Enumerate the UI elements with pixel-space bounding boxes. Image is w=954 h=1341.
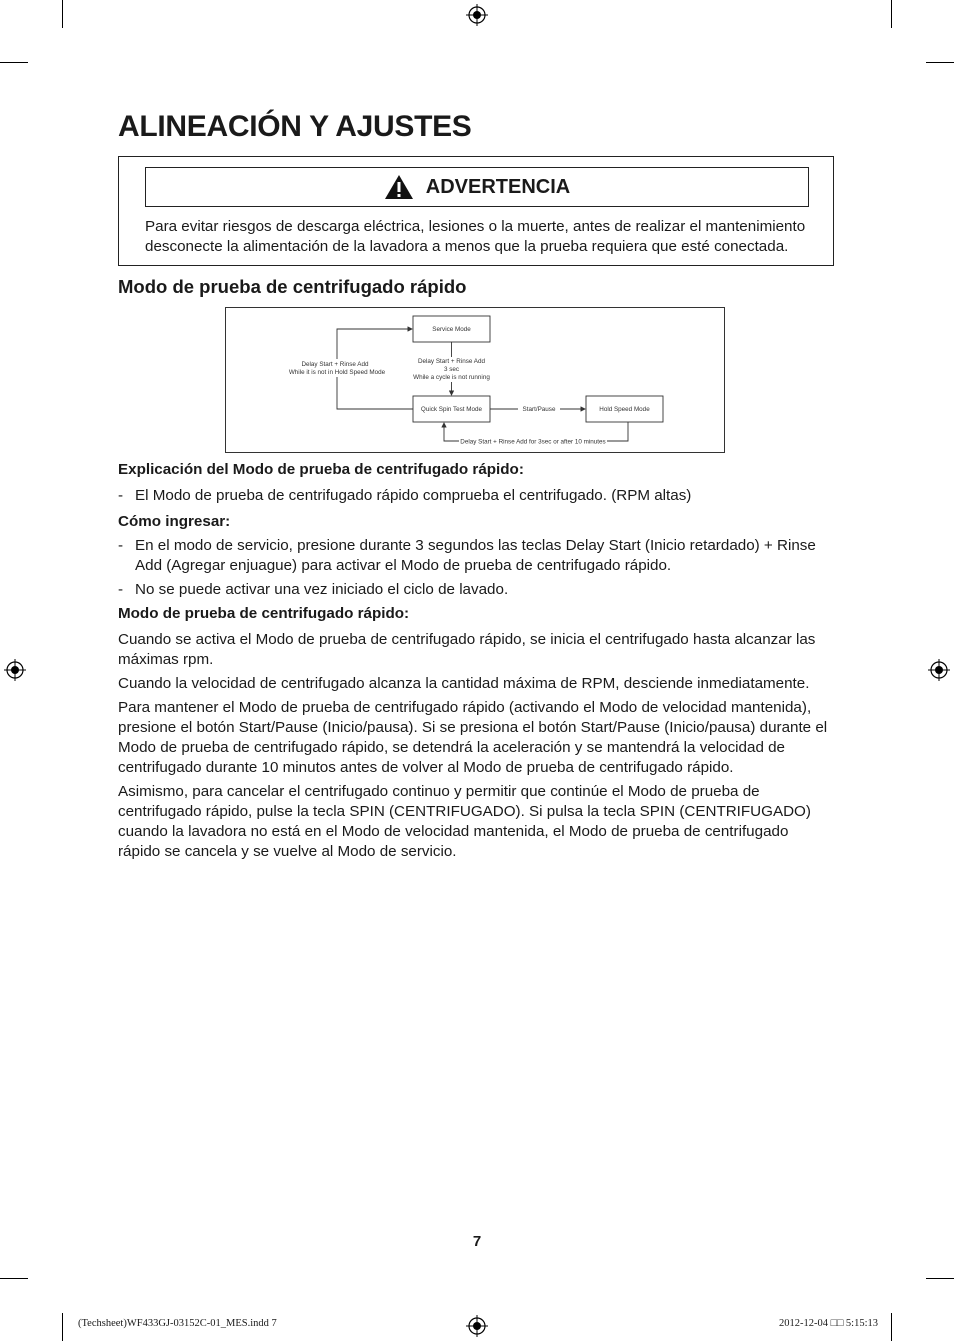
service-mode-label: Service Mode	[432, 326, 471, 333]
start-pause-label: Start/Pause	[522, 406, 556, 413]
explanation-bullet: - El Modo de prueba de centrifugado rápido comprueba el centrifugado. (RPM altas)	[118, 487, 692, 504]
crop-mark	[891, 0, 892, 28]
how-to-bullet-text: En el modo de servicio, presione durante 3 segundos las teclas Delay Start (Inicio retardado) + Rinse Add (Agregar enjuague) para activar el Modo de prueba de centrifugado rápido.	[135, 537, 816, 574]
crop-mark	[891, 1313, 892, 1341]
registration-mark-icon	[466, 4, 488, 26]
paragraph: Cuando la velocidad de centrifugado alcanza la cantidad máxima de RPM, desciende inmediatamente.	[118, 675, 810, 692]
center-label-line1: Delay Start + Rinse Add	[417, 358, 486, 365]
registration-mark-icon	[928, 659, 950, 681]
warning-title: ADVERTENCIA	[425, 175, 571, 198]
footer-timestamp: 2012-12-04 □□ 5:15:13	[778, 1318, 878, 1329]
registration-mark-icon	[4, 659, 26, 681]
center-label-line3: While a cycle is not running	[413, 374, 490, 381]
registration-mark-icon	[466, 1315, 488, 1337]
paragraph: Asimismo, para cancelar el centrifugado continuo y permitir que continúe el Modo de prueba de centrifugado rápido, pulse la tecla SPIN (CENTRIFUGADO). Si pulsa la tecla SPIN (CENTRIFUGADO) cuando la lavadora no está en el Modo de velocidad mantenida, el Modo de prueba de centrifugado rápido se cancela y se vuelve al Modo de servicio.	[118, 783, 811, 860]
warning-triangle-icon	[384, 174, 414, 200]
mode-heading: Modo de prueba de centrifugado rápido:	[118, 605, 410, 622]
footer-file-info: (Techsheet)WF433GJ-03152C-01_MES.indd 7	[78, 1318, 277, 1329]
center-label-line2: 3 sec	[443, 366, 460, 373]
how-to-bullet: - No se puede activar una vez iniciado el ciclo de lavado.	[118, 581, 509, 598]
crop-mark	[0, 1278, 28, 1279]
hold-speed-label: Hold Speed Mode	[599, 406, 650, 413]
paragraph: Para mantener el Modo de prueba de centrifugado rápido (activando el Modo de velocidad mantenida), presione el botón Start/Pause (Inicio/pausa). Si se presiona el botón Start/Pause (Inicio/pausa) durante el Modo de prueba de centrifugado rápido, se detendrá la aceleración y se mantendrá la velocidad de centrifugado durante 10 minutos antes de volver al Modo de prueba de centrifugado rápido.	[118, 699, 828, 776]
left-label-line2: While it is not in Hold Speed Mode	[288, 369, 386, 376]
explanation-bullet-text: El Modo de prueba de centrifugado rápido comprueba el centrifugado. (RPM altas)	[135, 487, 692, 504]
quick-spin-label: Quick Spin Test Mode	[420, 406, 483, 413]
body-content	[118, 460, 828, 862]
warning-header	[145, 167, 809, 207]
left-label-line1: Delay Start + Rinse Add	[301, 361, 369, 368]
crop-mark	[62, 0, 63, 28]
section-heading: Modo de prueba de centrifugado rápido	[118, 276, 467, 297]
crop-mark	[926, 62, 954, 63]
flow-diagram	[225, 307, 725, 453]
crop-mark	[926, 1278, 954, 1279]
bottom-label: Delay Start + Rinse Add for 3sec or after 10 minutes	[460, 438, 606, 446]
page-number: 7	[472, 1233, 482, 1250]
crop-mark	[62, 1313, 63, 1341]
explanation-heading: Explicación del Modo de prueba de centrifugado rápido:	[118, 461, 524, 478]
how-to-heading: Cómo ingresar:	[118, 513, 231, 530]
warning-text: Para evitar riesgos de descarga eléctrica, lesiones o la muerte, antes de realizar el mantenimiento desconecte la alimentación de la lavadora a menos que la prueba requiera que esté conectada.	[145, 218, 806, 255]
page-title: ALINEACIÓN Y AJUSTES	[118, 110, 472, 143]
paragraph: Cuando se activa el Modo de prueba de centrifugado rápido, se inicia el centrifugado hasta alcanzar las máximas rpm.	[118, 631, 816, 668]
how-to-bullet: - En el modo de servicio, presione durante 3 segundos las teclas Delay Start (Inicio retardado) + Rinse Add (Agregar enjuague) para activar el Modo de prueba de centrifugado rápido.	[118, 536, 828, 576]
how-to-bullet-text: No se puede activar una vez iniciado el ciclo de lavado.	[135, 581, 509, 598]
crop-mark	[0, 62, 28, 63]
